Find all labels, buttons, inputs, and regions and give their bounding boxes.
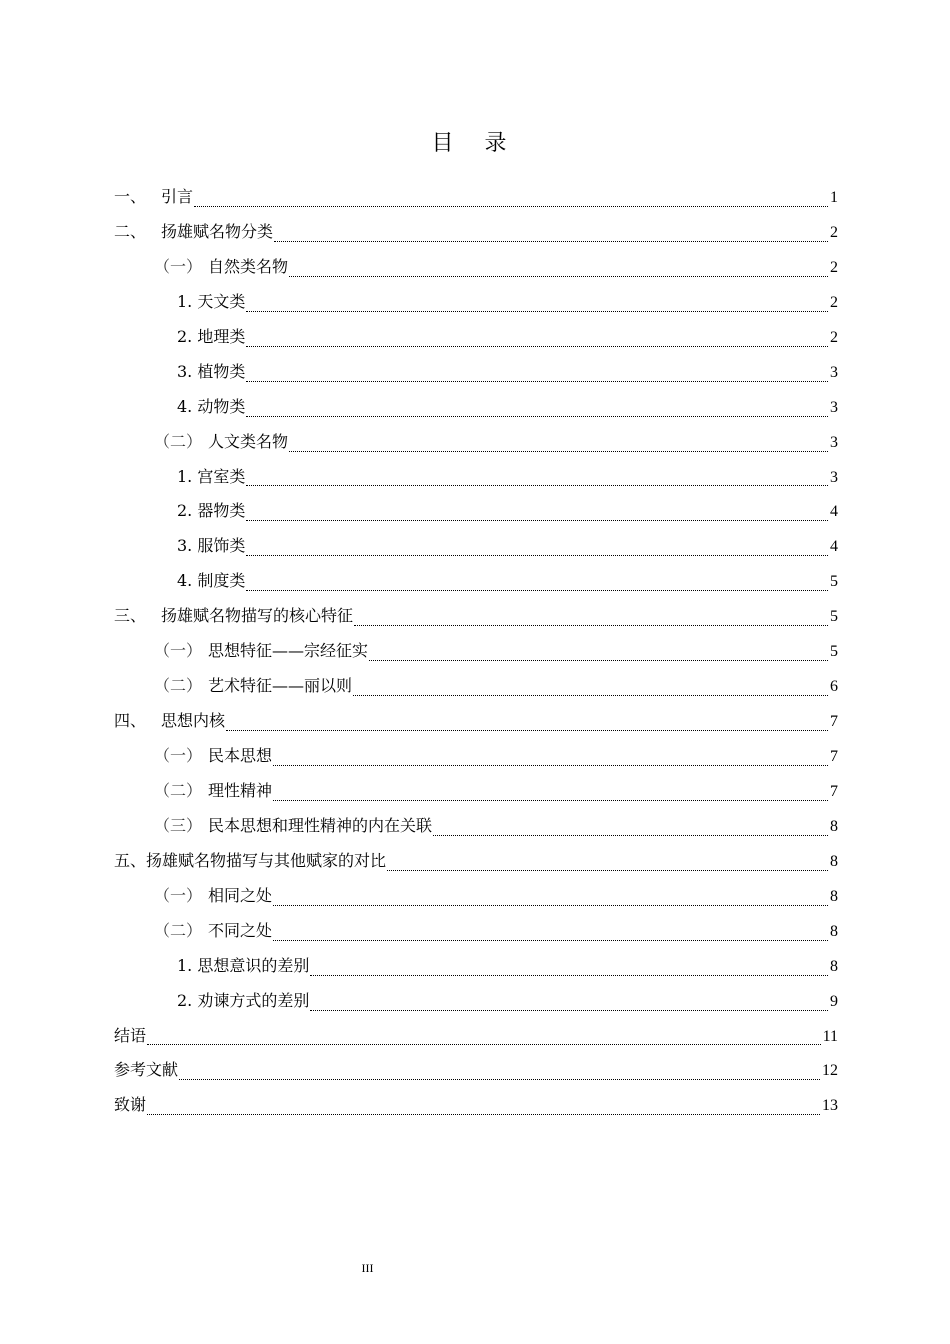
toc-entry[interactable]: [114, 464, 838, 499]
toc-entry-page: 8: [830, 922, 838, 940]
toc-entry-page: 2: [830, 293, 838, 311]
toc-entry-page: 12: [822, 1062, 838, 1080]
dot-leader: [369, 659, 828, 661]
toc-entry-title: 参考文献: [114, 1060, 179, 1080]
toc-entry-page: 3: [830, 398, 838, 416]
toc-entry[interactable]: [114, 254, 838, 289]
toc-entry[interactable]: [114, 533, 838, 568]
toc-entry-page: 4: [830, 503, 838, 521]
toc-entry-page: 8: [830, 957, 838, 975]
toc-entry-title: 思想特征——宗经征实: [208, 641, 369, 661]
table-of-contents: [114, 184, 838, 1127]
toc-entry-title: 扬雄赋名物描写的核心特征: [161, 606, 354, 626]
toc-entry-page: 5: [830, 608, 838, 626]
toc-entry-number: 一、: [114, 187, 147, 206]
toc-entry-page: 13: [822, 1097, 838, 1115]
toc-entry-title: 相同之处: [208, 885, 273, 905]
toc-entry[interactable]: [114, 394, 838, 429]
toc-entry[interactable]: [114, 848, 838, 883]
toc-entry-title: 艺术特征——丽以则: [208, 676, 353, 696]
toc-entry-number: 四、: [114, 711, 147, 731]
toc-entry[interactable]: [114, 778, 838, 813]
toc-entry-title: 3. 服饰类: [177, 536, 246, 556]
toc-entry-number: （二）: [154, 431, 203, 451]
toc-entry-title: 1. 天文类: [177, 291, 246, 311]
toc-entry[interactable]: [114, 359, 838, 394]
toc-entry-number: （二）: [154, 780, 203, 800]
toc-entry-page: 7: [830, 748, 838, 765]
dot-leader: [147, 1043, 821, 1045]
dot-leader: [246, 415, 828, 417]
dot-leader: [226, 729, 828, 731]
dot-leader: [246, 484, 828, 486]
toc-entry-page: 2: [830, 258, 838, 276]
dot-leader: [289, 450, 828, 452]
dot-leader: [433, 834, 828, 836]
toc-entry-page: 8: [830, 852, 838, 870]
toc-entry-title: 2. 劝谏方式的差别: [177, 990, 310, 1010]
toc-entry-page: 5: [830, 643, 838, 661]
toc-entry-number: （三）: [154, 815, 203, 835]
toc-entry[interactable]: [114, 568, 838, 603]
toc-entry[interactable]: [114, 429, 838, 464]
toc-entry-number: （一）: [154, 256, 203, 276]
toc-entry-title: 扬雄赋名物分类: [161, 221, 274, 241]
toc-entry[interactable]: [114, 1023, 838, 1058]
toc-entry[interactable]: [114, 918, 838, 953]
toc-entry-title: 自然类名物: [208, 256, 289, 276]
dot-leader: [289, 275, 828, 277]
toc-entry[interactable]: [114, 988, 838, 1023]
toc-entry[interactable]: [114, 498, 838, 533]
toc-entry[interactable]: [114, 673, 838, 708]
toc-entry-title: 致谢: [114, 1095, 147, 1115]
toc-entry-title: 1. 宫室类: [177, 466, 246, 486]
dot-leader: [246, 345, 828, 347]
toc-entry-title: 3. 植物类: [177, 361, 246, 381]
dot-leader: [194, 205, 828, 207]
toc-entry-page: 2: [830, 223, 838, 241]
dot-leader: [246, 519, 828, 521]
dot-leader: [354, 624, 828, 626]
toc-entry-title: 思想内核: [161, 711, 226, 731]
toc-entry-title: 结语: [114, 1025, 147, 1045]
toc-entry-page: 1: [830, 189, 838, 206]
toc-entry-title: 民本思想和理性精神的内在关联: [208, 815, 433, 835]
toc-entry-page: 4: [830, 538, 838, 556]
dot-leader: [353, 694, 828, 696]
footer-page-number: III: [361, 1261, 374, 1275]
toc-entry-title: 2. 器物类: [177, 501, 246, 521]
toc-entry-number: 二、: [114, 221, 147, 241]
toc-entry[interactable]: [114, 289, 838, 324]
toc-entry[interactable]: [114, 813, 838, 848]
toc-entry[interactable]: [114, 953, 838, 988]
toc-entry-title: 引言: [161, 187, 194, 206]
toc-entry-title: 人文类名物: [208, 431, 289, 451]
toc-entry[interactable]: [114, 708, 838, 743]
toc-entry[interactable]: [114, 219, 838, 254]
dot-leader: [310, 974, 828, 976]
toc-entry-number: （二）: [154, 920, 203, 940]
dot-leader: [246, 589, 828, 591]
toc-entry-page: 11: [822, 1027, 838, 1045]
toc-entry-page: 9: [830, 992, 838, 1010]
toc-entry-title: 4. 制度类: [177, 571, 246, 591]
toc-entry-title: 五、扬雄赋名物描写与其他赋家的对比: [114, 850, 387, 870]
toc-entry-number: （一）: [154, 746, 203, 765]
toc-entry-page: 3: [830, 363, 838, 381]
dot-leader: [273, 904, 828, 906]
toc-entry-page: 7: [830, 782, 838, 800]
toc-entry[interactable]: [114, 638, 838, 673]
toc-entry-title: 1. 思想意识的差别: [177, 955, 310, 975]
dot-leader: [273, 799, 828, 801]
toc-entry[interactable]: [114, 324, 838, 359]
toc-entry[interactable]: [114, 1092, 838, 1127]
toc-entry-page: 6: [830, 678, 838, 696]
toc-entry-title: 理性精神: [208, 780, 273, 800]
dot-leader: [387, 869, 828, 871]
dot-leader: [179, 1078, 820, 1080]
dot-leader: [273, 939, 828, 941]
toc-entry-page: 3: [830, 433, 838, 451]
toc-entry-title: 不同之处: [208, 920, 273, 940]
toc-entry-title: 4. 动物类: [177, 396, 246, 416]
toc-entry[interactable]: [114, 184, 838, 219]
dot-leader: [273, 764, 828, 766]
page-title: 目 录: [431, 131, 519, 156]
toc-entry-number: 三、: [114, 606, 147, 626]
dot-leader: [274, 240, 828, 242]
dot-leader: [246, 380, 828, 382]
toc-entry[interactable]: [114, 1057, 838, 1092]
toc-entry[interactable]: [114, 743, 838, 778]
toc-entry-number: （一）: [154, 885, 203, 905]
toc-entry-page: 3: [830, 468, 838, 486]
toc-entry-page: 2: [830, 328, 838, 346]
toc-entry-page: 7: [830, 713, 838, 731]
toc-entry-page: 8: [830, 887, 838, 905]
toc-entry[interactable]: [114, 883, 838, 918]
toc-entry-title: 2. 地理类: [177, 326, 246, 346]
toc-entry-title: 民本思想: [208, 746, 273, 765]
dot-leader: [310, 1009, 828, 1011]
toc-entry-number: （二）: [154, 676, 203, 696]
dot-leader: [147, 1113, 820, 1115]
dot-leader: [246, 310, 828, 312]
toc-entry-page: 8: [830, 817, 838, 835]
dot-leader: [246, 554, 828, 556]
toc-entry-page: 5: [830, 573, 838, 591]
toc-entry[interactable]: [114, 603, 838, 638]
toc-entry-number: （一）: [154, 641, 203, 661]
